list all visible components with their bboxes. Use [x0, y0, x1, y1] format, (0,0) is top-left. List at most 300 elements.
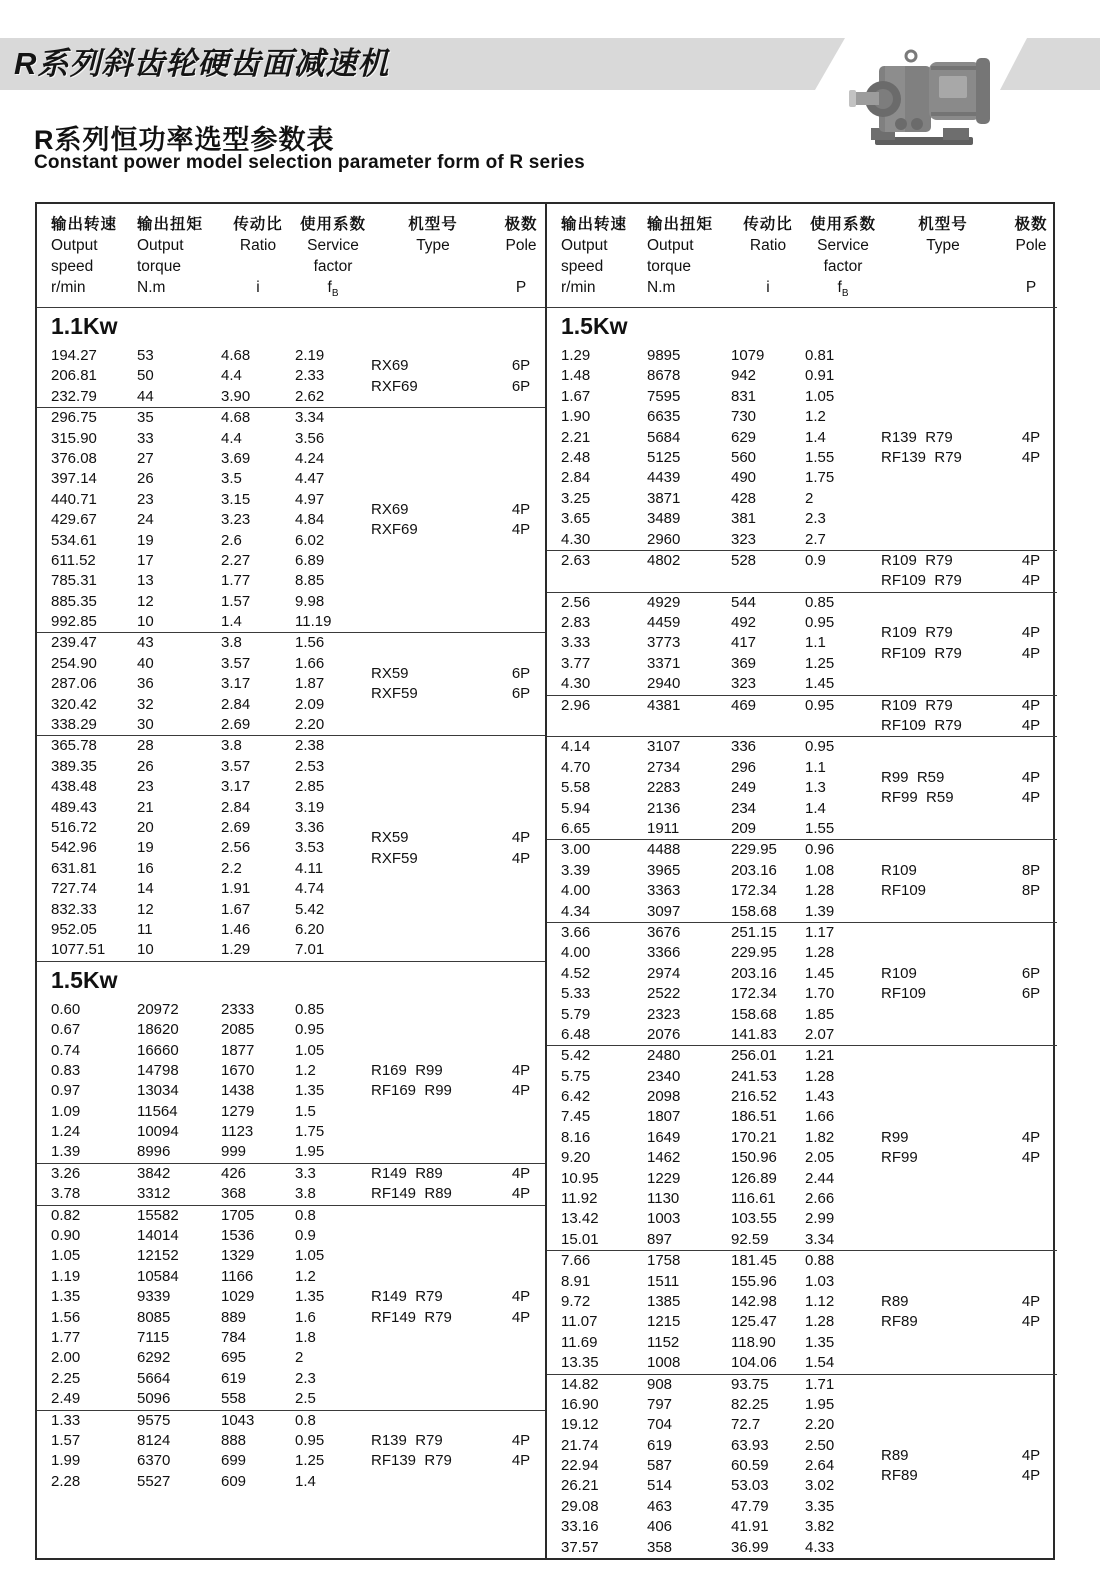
cell-service-factor: 7.01	[295, 941, 325, 959]
pole-line: 4P	[511, 1082, 531, 1100]
cell-service-factor: 4.97	[295, 490, 325, 508]
cell-service-factor: 1.6	[295, 1308, 316, 1326]
pole-line: 4P	[511, 849, 531, 867]
data-block	[37, 735, 545, 960]
cell-ratio: 528	[731, 551, 757, 569]
cell-service-factor: 1.55	[805, 819, 835, 837]
cell-output-torque: 9895	[647, 347, 681, 364]
cell-output-speed: 9.20	[561, 1149, 591, 1167]
data-block	[37, 346, 545, 407]
cell-ratio: 2.69	[221, 818, 251, 836]
cell-output-speed: 2.49	[51, 1390, 81, 1408]
cell-output-speed: 315.90	[51, 429, 97, 447]
pole-line: 4P	[1021, 717, 1041, 735]
cell-service-factor: 1.95	[295, 1143, 325, 1161]
cell-ratio: 831	[731, 387, 757, 405]
cell-service-factor: 1.12	[805, 1292, 835, 1310]
cell-output-speed: 9.72	[561, 1292, 591, 1310]
pole-line: 4P	[1021, 1467, 1041, 1485]
data-block	[547, 736, 1057, 839]
column-header-type: 机型号 Type	[408, 216, 458, 254]
cell-output-speed: 534.61	[51, 531, 97, 549]
cell-output-torque: 4459	[647, 614, 681, 632]
cell-output-speed: 0.60	[51, 1000, 81, 1018]
cell-service-factor: 2.20	[295, 716, 325, 734]
cell-service-factor: 1.70	[805, 985, 835, 1003]
cell-output-speed: 1.19	[51, 1267, 81, 1285]
cell-ratio: 1123	[221, 1123, 254, 1141]
cell-service-factor: 2.07	[805, 1025, 835, 1043]
cell-output-torque: 33	[137, 429, 154, 447]
type-line: R109	[881, 964, 917, 982]
cell-ratio: 170.21	[731, 1128, 777, 1146]
cell-service-factor: 4.47	[295, 470, 325, 488]
pole-line: 4P	[511, 1061, 531, 1079]
cell-service-factor: 5.42	[295, 900, 325, 918]
section-label: 1.1Kw	[51, 313, 118, 339]
cell-output-speed: 2.96	[561, 696, 591, 714]
cell-ratio: 1.77	[221, 572, 251, 590]
pole-line: 4P	[1021, 789, 1041, 807]
type-cell	[371, 408, 495, 632]
cell-output-torque: 23	[137, 490, 154, 508]
cell-output-speed: 8.16	[561, 1128, 591, 1146]
data-block	[547, 1250, 1057, 1373]
cell-output-speed: 1.57	[51, 1431, 81, 1449]
cell-output-speed: 611.52	[51, 551, 96, 569]
cell-output-torque: 1807	[647, 1108, 681, 1126]
cell-ratio: 784	[221, 1328, 247, 1346]
cell-output-speed: 15.01	[561, 1230, 599, 1248]
cell-service-factor: 2.53	[295, 757, 325, 775]
cell-service-factor: 1.45	[805, 675, 835, 693]
cell-ratio: 72.7	[731, 1416, 761, 1434]
cell-output-speed: 29.08	[561, 1497, 599, 1515]
cell-service-factor: 1.71	[805, 1375, 835, 1393]
type-line: R99	[881, 1128, 909, 1146]
cell-output-speed: 885.35	[51, 592, 97, 610]
banner-title: R系列斜齿轮硬齿面减速机	[14, 46, 390, 81]
cell-ratio: 172.34	[731, 985, 777, 1003]
cell-service-factor: 1.28	[805, 944, 835, 962]
cell-service-factor: 2.66	[805, 1190, 835, 1208]
pole-line: 4P	[511, 1452, 531, 1470]
pole-cell	[495, 633, 547, 735]
cell-service-factor: 2.44	[805, 1169, 835, 1187]
cell-output-torque: 4439	[647, 469, 681, 487]
cell-ratio: 186.51	[731, 1108, 777, 1126]
type-line: RF149 R79	[371, 1308, 452, 1326]
cell-output-speed: 438.48	[51, 778, 97, 796]
cell-ratio: 1279	[221, 1102, 255, 1120]
cell-output-torque: 5527	[137, 1472, 171, 1490]
cell-output-torque: 9575	[137, 1411, 171, 1429]
cell-output-speed: 2.25	[51, 1369, 81, 1387]
cell-ratio: 426	[221, 1164, 247, 1182]
pole-cell	[1005, 551, 1057, 592]
cell-service-factor: 3.19	[295, 798, 325, 816]
cell-ratio: 92.59	[731, 1230, 769, 1248]
pole-cell	[1005, 593, 1057, 695]
cell-service-factor: 0.8	[295, 1206, 316, 1224]
cell-output-speed: 4.52	[561, 964, 591, 982]
cell-ratio: 1536	[221, 1227, 255, 1245]
cell-output-torque: 4488	[647, 841, 681, 859]
cell-output-torque: 1130	[647, 1190, 680, 1208]
cell-ratio: 1029	[221, 1288, 255, 1306]
pole-cell	[495, 346, 547, 407]
cell-service-factor: 1.4	[805, 799, 826, 817]
cell-output-speed: 3.66	[561, 923, 591, 941]
cell-output-speed: 542.96	[51, 839, 97, 857]
cell-output-speed: 239.47	[51, 634, 97, 652]
cell-service-factor: 3.56	[295, 429, 325, 447]
pole-cell	[1005, 840, 1057, 922]
pole-line: 4P	[1021, 644, 1041, 662]
type-cell	[881, 1375, 1005, 1559]
section-label: 1.5Kw	[561, 313, 628, 339]
cell-ratio: 490	[731, 469, 757, 487]
cell-ratio: 1.46	[221, 920, 251, 938]
cell-ratio: 181.45	[731, 1252, 777, 1270]
cell-output-speed: 19.12	[561, 1416, 599, 1434]
cell-service-factor: 1.35	[295, 1288, 325, 1306]
data-block	[547, 550, 1057, 592]
type-line: R149 R79	[371, 1288, 443, 1306]
pole-cell	[495, 408, 547, 632]
type-line: RXF59	[371, 685, 418, 703]
cell-ratio: 229.95	[731, 944, 777, 962]
cell-output-torque: 2076	[647, 1025, 681, 1043]
cell-output-speed: 254.90	[51, 654, 97, 672]
type-cell	[881, 1251, 1005, 1373]
cell-output-torque: 16660	[137, 1041, 179, 1059]
cell-service-factor: 2.5	[295, 1390, 316, 1408]
cell-service-factor: 0.91	[805, 367, 835, 385]
cell-output-speed: 14.82	[561, 1375, 599, 1393]
cell-service-factor: 6.20	[295, 920, 325, 938]
cell-output-torque: 3842	[137, 1164, 171, 1182]
cell-output-speed: 1.24	[51, 1123, 81, 1141]
data-block	[37, 632, 545, 735]
cell-output-torque: 1385	[647, 1292, 681, 1310]
cell-output-speed: 992.85	[51, 613, 97, 631]
pole-line: 4P	[1021, 448, 1041, 466]
cell-service-factor: 1.03	[805, 1272, 835, 1290]
cell-service-factor: 1.55	[805, 448, 835, 466]
pole-line: 4P	[1021, 1149, 1041, 1167]
cell-ratio: 1329	[221, 1247, 255, 1265]
cell-ratio: 323	[731, 675, 757, 693]
cell-ratio: 142.98	[731, 1292, 777, 1310]
cell-output-speed: 6.42	[561, 1088, 591, 1106]
cell-ratio: 1043	[221, 1411, 255, 1429]
cell-output-torque: 44	[137, 387, 154, 405]
cell-output-speed: 338.29	[51, 716, 97, 734]
cell-ratio: 2333	[221, 1000, 255, 1018]
power-section	[37, 308, 545, 961]
banner-slash-decoration	[1000, 38, 1100, 90]
cell-output-speed: 397.14	[51, 470, 97, 488]
column-header-service-factor: 使用系数 Service factor $f_B$	[299, 216, 366, 300]
pole-line: 4P	[511, 500, 531, 518]
cell-ratio: 1.67	[221, 900, 251, 918]
cell-ratio: 3.69	[221, 449, 251, 467]
type-line: RF109 R79	[881, 644, 962, 662]
cell-ratio: 118.90	[731, 1333, 776, 1351]
cell-output-torque: 16	[137, 859, 154, 877]
cell-service-factor: 1.2	[295, 1061, 316, 1079]
pole-line: 4P	[511, 1288, 531, 1306]
cell-service-factor: 1.2	[295, 1267, 316, 1285]
cell-service-factor: 3.82	[805, 1518, 835, 1536]
cell-ratio: 560	[731, 448, 757, 466]
cell-output-torque: 1152	[647, 1333, 680, 1351]
type-line: RF109 R79	[881, 572, 962, 590]
cell-service-factor: 1.5	[295, 1102, 316, 1120]
cell-ratio: 2.6	[221, 531, 242, 549]
cell-ratio: 2.84	[221, 798, 251, 816]
cell-output-torque: 6635	[647, 408, 681, 426]
cell-service-factor: 1.39	[805, 902, 835, 920]
cell-service-factor: 1.2	[805, 408, 826, 426]
type-cell	[881, 551, 1005, 592]
cell-output-speed: 429.67	[51, 511, 97, 529]
type-line: RX59	[371, 665, 409, 683]
cell-service-factor: 1.05	[295, 1247, 325, 1265]
pole-cell	[495, 1411, 547, 1493]
cell-output-torque: 1215	[647, 1313, 681, 1331]
cell-ratio: 126.89	[731, 1169, 777, 1187]
cell-output-speed: 1077.51	[51, 941, 106, 959]
page-subtitle: Constant power model selection parameter form of R series	[34, 152, 585, 173]
data-block	[37, 1410, 545, 1493]
type-line: RF109	[881, 985, 927, 1003]
pole-line: 6P	[511, 665, 531, 683]
cell-output-speed: 365.78	[51, 737, 97, 755]
cell-output-torque: 8678	[647, 367, 681, 385]
cell-output-speed: 0.67	[51, 1021, 81, 1039]
cell-output-torque: 6370	[137, 1452, 171, 1470]
cell-output-torque: 15582	[137, 1206, 179, 1224]
cell-ratio: 888	[221, 1431, 247, 1449]
cell-service-factor: 4.11	[295, 859, 324, 877]
pole-line: 6P	[511, 357, 531, 375]
cell-ratio: 251.15	[731, 923, 777, 941]
type-line: RX59	[371, 829, 409, 847]
cell-service-factor: 11.19	[295, 613, 332, 631]
cell-output-torque: 3965	[647, 861, 681, 879]
cell-output-speed: 3.65	[561, 510, 591, 528]
cell-output-torque: 10094	[137, 1123, 179, 1141]
data-block	[547, 346, 1057, 550]
cell-ratio: 1079	[731, 347, 765, 364]
data-block	[547, 1374, 1057, 1559]
cell-output-speed: 2.28	[51, 1472, 81, 1490]
cell-service-factor: 1.35	[295, 1082, 325, 1100]
type-line: RX69	[371, 357, 409, 375]
cell-output-torque: 2098	[647, 1088, 681, 1106]
type-line: R89	[881, 1446, 909, 1464]
cell-service-factor: 2.3	[295, 1369, 316, 1387]
cell-service-factor: 1.4	[805, 428, 826, 446]
cell-output-torque: 587	[647, 1457, 673, 1475]
cell-output-torque: 2323	[647, 1005, 681, 1023]
cell-ratio: 2.2	[221, 859, 242, 877]
type-cell	[881, 696, 1005, 737]
cell-output-torque: 10584	[137, 1267, 179, 1285]
cell-ratio: 229.95	[731, 841, 777, 859]
cell-ratio: 93.75	[731, 1375, 769, 1393]
cell-output-torque: 406	[647, 1518, 673, 1536]
cell-ratio: 417	[731, 634, 757, 652]
cell-ratio: 428	[731, 489, 757, 507]
type-cell	[881, 346, 1005, 550]
data-block	[37, 1205, 545, 1410]
pole-line: 4P	[1021, 696, 1041, 714]
cell-service-factor: 0.8	[295, 1411, 316, 1429]
type-cell	[881, 1046, 1005, 1250]
cell-service-factor: 0.85	[295, 1000, 325, 1018]
cell-output-torque: 53	[137, 347, 154, 364]
cell-ratio: 469	[731, 696, 757, 714]
cell-output-speed: 1.67	[561, 387, 591, 405]
cell-output-torque: 8996	[137, 1143, 171, 1161]
cell-output-speed: 6.65	[561, 819, 591, 837]
type-cell	[371, 1206, 495, 1410]
cell-ratio: 544	[731, 593, 757, 611]
cell-ratio: 1438	[221, 1082, 255, 1100]
cell-ratio: 368	[221, 1185, 247, 1203]
cell-service-factor: 1.28	[805, 882, 835, 900]
cell-service-factor: 0.95	[805, 614, 835, 632]
type-cell	[371, 736, 495, 960]
cell-output-speed: 489.43	[51, 798, 97, 816]
cell-output-torque: 19	[137, 839, 154, 857]
cell-output-torque: 10	[137, 613, 154, 631]
cell-ratio: 3.17	[221, 675, 251, 693]
pole-cell	[495, 1206, 547, 1410]
cell-output-speed: 4.34	[561, 902, 591, 920]
type-line: RF99 R59	[881, 789, 954, 807]
cell-service-factor: 1.95	[805, 1395, 835, 1413]
cell-ratio: 234	[731, 799, 757, 817]
cell-output-torque: 2960	[647, 530, 681, 548]
cell-service-factor: 2.3	[805, 510, 826, 528]
cell-output-speed: 2.21	[561, 428, 591, 446]
type-cell	[371, 346, 495, 407]
power-section	[547, 308, 1057, 1558]
cell-service-factor: 0.95	[805, 696, 835, 714]
type-cell	[371, 1164, 495, 1205]
cell-ratio: 60.59	[731, 1457, 769, 1475]
cell-service-factor: 0.85	[805, 593, 835, 611]
cell-output-torque: 36	[137, 675, 154, 693]
cell-ratio: 3.57	[221, 757, 251, 775]
cell-service-factor: 1.8	[295, 1328, 316, 1346]
cell-output-torque: 17	[137, 551, 154, 569]
cell-output-speed: 4.70	[561, 758, 591, 776]
column-header-ratio: 传动比 Ratio i	[743, 216, 793, 296]
cell-output-speed: 376.08	[51, 449, 97, 467]
cell-ratio: 369	[731, 654, 757, 672]
cell-output-torque: 8085	[137, 1308, 171, 1326]
cell-output-torque: 1229	[647, 1169, 681, 1187]
cell-output-speed: 1.09	[51, 1102, 81, 1120]
cell-output-torque: 2522	[647, 985, 681, 1003]
cell-service-factor: 1.3	[805, 779, 826, 797]
cell-output-torque: 2940	[647, 675, 681, 693]
cell-service-factor: 3.53	[295, 839, 325, 857]
column-header-row	[37, 204, 545, 308]
cell-output-torque: 3871	[647, 489, 681, 507]
cell-output-speed: 832.33	[51, 900, 97, 918]
cell-output-torque: 20	[137, 818, 154, 836]
cell-service-factor: 1.75	[805, 469, 835, 487]
cell-output-torque: 7115	[137, 1328, 170, 1346]
cell-service-factor: 1.85	[805, 1005, 835, 1023]
data-block	[37, 407, 545, 632]
cell-ratio: 172.34	[731, 882, 777, 900]
type-cell	[371, 1000, 495, 1163]
cell-output-torque: 463	[647, 1497, 673, 1515]
column-header-output-speed: 输出转速 Output speed r/min	[51, 216, 118, 296]
pole-line: 4P	[1021, 1446, 1041, 1464]
pole-line: 4P	[1021, 1313, 1041, 1331]
pole-line: 4P	[1021, 1292, 1041, 1310]
type-line: RF139 R79	[371, 1452, 452, 1470]
cell-ratio: 999	[221, 1143, 247, 1161]
cell-service-factor: 6.89	[295, 551, 325, 569]
cell-output-speed: 8.91	[561, 1272, 591, 1290]
cell-ratio: 141.83	[731, 1025, 777, 1043]
cell-ratio: 47.79	[731, 1497, 769, 1515]
cell-service-factor: 0.96	[805, 841, 835, 859]
cell-service-factor: 1.54	[805, 1354, 835, 1372]
cell-output-speed: 1.48	[561, 367, 591, 385]
type-line: RF89	[881, 1313, 918, 1331]
cell-ratio: 116.61	[731, 1190, 776, 1208]
cell-output-torque: 5684	[647, 428, 681, 446]
column-header-row	[547, 204, 1057, 308]
pole-cell	[1005, 696, 1057, 737]
cell-output-torque: 4929	[647, 593, 681, 611]
type-line: R109	[881, 861, 917, 879]
cell-output-torque: 2136	[647, 799, 681, 817]
cell-service-factor: 0.95	[805, 738, 835, 756]
cell-output-torque: 12	[137, 592, 154, 610]
cell-output-speed: 1.29	[561, 347, 591, 364]
cell-output-speed: 389.35	[51, 757, 97, 775]
cell-output-torque: 358	[647, 1538, 673, 1556]
data-block	[37, 1000, 545, 1163]
cell-ratio: 619	[221, 1369, 247, 1387]
pole-line: 4P	[511, 1185, 531, 1203]
cell-output-speed: 26.21	[561, 1477, 599, 1495]
cell-ratio: 3.5	[221, 470, 242, 488]
cell-output-torque: 10	[137, 941, 154, 959]
cell-service-factor: 4.33	[805, 1538, 835, 1556]
cell-output-speed: 2.84	[561, 469, 591, 487]
cell-output-torque: 20972	[137, 1000, 179, 1018]
cell-output-torque: 8124	[137, 1431, 171, 1449]
cell-output-speed: 3.33	[561, 634, 591, 652]
cell-output-speed: 3.77	[561, 654, 591, 672]
cell-output-torque: 27	[137, 449, 154, 467]
cell-service-factor: 0.88	[805, 1252, 835, 1270]
type-line: RXF69	[371, 521, 418, 539]
cell-ratio: 3.17	[221, 778, 251, 796]
